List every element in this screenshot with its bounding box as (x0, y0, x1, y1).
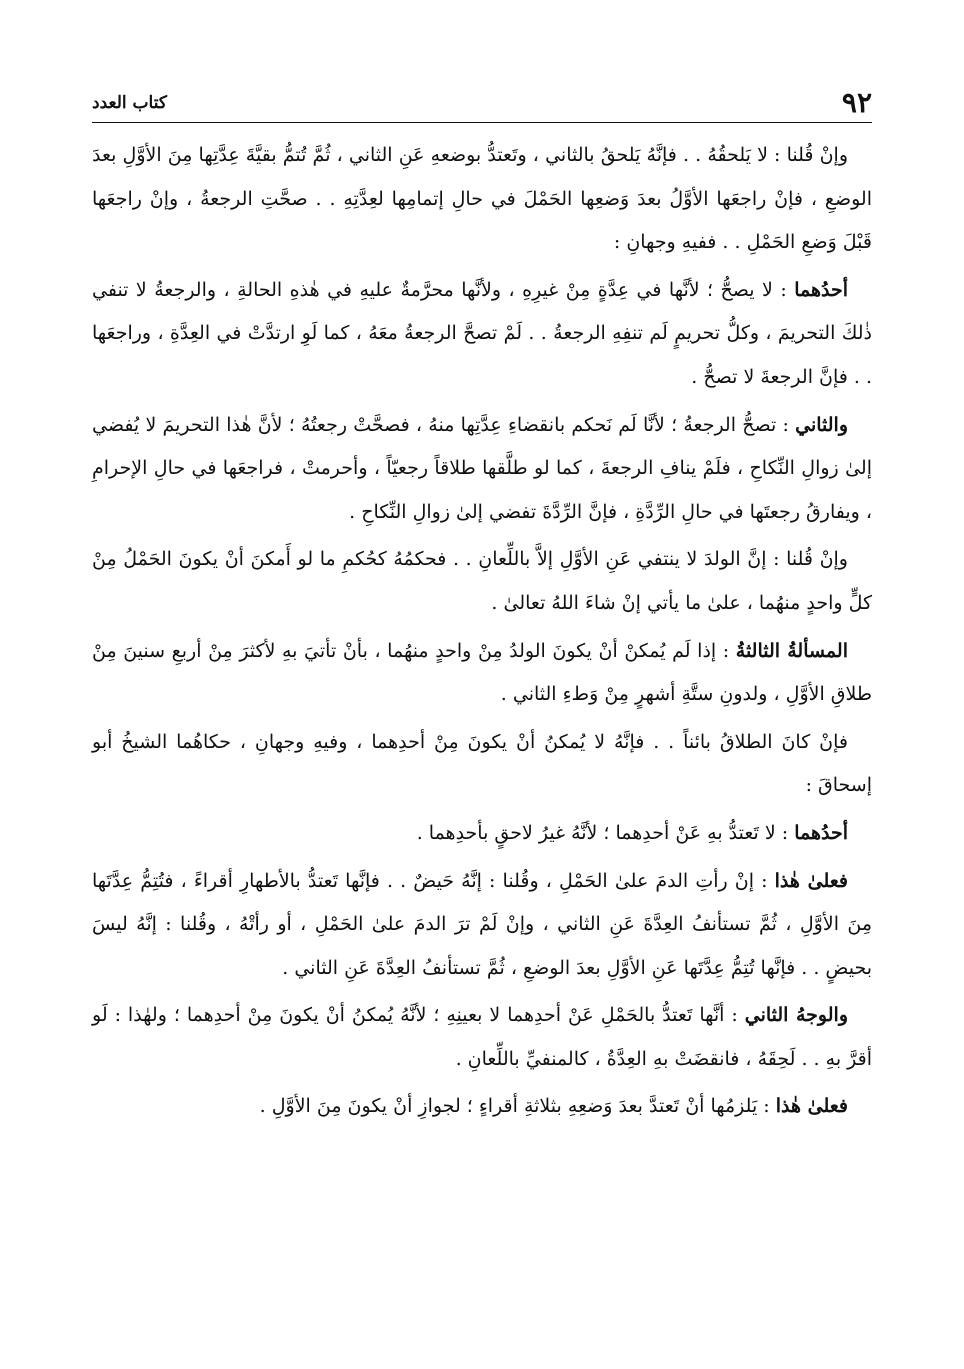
paragraph-text: : يَلزمُها أنْ تَعتدَّ بعدَ وَضعِهِ بثلاثةِ أقراءٍ ؛ لجوازِ أنْ يكونَ مِنَ الأوَّلِ . (259, 1095, 776, 1118)
paragraph-lead: والثاني (795, 413, 848, 436)
paragraph (92, 721, 872, 808)
paragraph-text: : إنْ رأتِ الدمَ علىٰ الحَمْلِ ، وقُلنا : إنَّهُ حَيضٌ . . فإنَّها تَعتدُّ بالأطهارِ أقراءً ، فتُتِمُّ عِدَّتَها مِنَ الأوَّلِ ، ثُمَّ تستأنفُ العِدَّةَ عَنِ الثاني ، وإنْ لَمْ ترَ الدمَ علىٰ الحَمْلِ ، أو رأتْهُ ، وقُلنا : إنَّهُ ليسَ بحيضٍ . . فإنَّها تُتِمُّ عِدَّتَها عَنِ الأوَّلِ بعدَ الوضعِ ، ثُمَّ تستأنفُ العِدَّةَ عَنِ الثاني . (92, 869, 872, 979)
paragraph-text: : إذا لَم يُمكنْ أنْ يكونَ الولدُ مِنْ واحدٍ منهُما ، بأنْ تأتيَ بهِ لأكثرَ مِنْ أربعِ سنينَ مِنْ طلاقِ الأوَّلِ ، ولدونِ ستَّةِ أشهرٍ مِنْ وَطءِ الثاني . (92, 639, 872, 706)
paragraph (92, 538, 872, 625)
paragraph-lead: المسألةُ الثالثةُ (735, 639, 848, 662)
paragraph (92, 269, 872, 400)
paragraph-text: : لا يصحُّ ؛ لأنَّها في عِدَّةٍ مِنْ غيرِهِ ، ولأنَّها محرَّمةٌ عليهِ في هٰذهِ الحالةِ ، والرجعةُ لا تنفي ذٰلكَ التحريمَ ، وكلُّ تحريمٍ لَم تنفِهِ الرجعةُ . . لَمْ تصحَّ الرجعةُ معَهُ ، كما لَوِ ارتدَّتْ في العِدَّةِ ، وراجعَها . . فإنَّ الرجعةَ لا تصحُّ . (92, 278, 872, 388)
paragraph-lead: أحدُهما (794, 278, 848, 301)
paragraph (92, 860, 872, 991)
paragraph-text: : أنَّها تَعتدُّ بالحَمْلِ عَنْ أحدِهما لا بعينِهِ ؛ لأنَّهُ يُمكنُ أنْ يكونَ مِنْ أحدِهما ؛ ولهٰذا : لَو أقرَّ بهِ . . لَحِقَهُ ، فانقضَتْ بهِ العِدَّةُ ، كالمنفيِّ باللِّعانِ . (92, 1004, 872, 1070)
page-number: ٩٢ (841, 86, 872, 119)
paragraph (92, 994, 872, 1081)
paragraph-text: وإنْ قُلنا : لا يَلحقُهُ . . فإنَّهُ يَلحقُ بالثاني ، وتَعتدُّ بوضعهِ عَنِ الثاني ، ثُمَّ تُتمُّ بقيَّةَ عِدَّتِها مِنَ الأوَّلِ بعدَ الوضعِ ، فإنْ راجعَها الأوَّلُ بعدَ وَضعِها الحَمْلَ في حالِ إتمامِها لعِدَّتِهِ . . صحَّتِ الرجعةُ ، وإنْ راجعَها قَبْلَ وَضعِ الحَمْلِ . . ففيهِ وجهانِ : (92, 144, 872, 254)
page-header (92, 84, 872, 123)
running-title: كتاب العدد (92, 93, 167, 113)
paragraph-lead: أحدُهما (794, 821, 848, 844)
paragraph-text: فإنْ كانَ الطلاقُ بائناً . . فإنَّهُ لا يُمكنُ أنْ يكونَ مِنْ أحدِهما ، وفيهِ وجهانِ ، حكاهُما الشيخُ أبو إسحاقَ : (92, 730, 872, 797)
paragraph-text: : لا تَعتدُّ بهِ عَنْ أحدِهما ؛ لأنَّهُ غيرُ لاحقٍ بأحدِهما . (416, 821, 795, 844)
paragraph (92, 630, 872, 717)
paragraph-lead: والوجهُ الثاني (744, 1004, 848, 1027)
paragraph-lead: فعلىٰ هٰذا (774, 869, 848, 892)
paragraph-lead: فعلىٰ هٰذا (775, 1095, 848, 1118)
page-body (92, 134, 872, 1133)
paragraph (92, 812, 872, 856)
paragraph (92, 404, 872, 535)
paragraph (92, 1085, 872, 1129)
paragraph-text: : تصحُّ الرجعةُ ؛ لأنَّا لَم نَحكم بانقضاءِ عِدَّتِها منهُ ، فصحَّتْ رجعتُهُ ؛ لأنَّ هٰذا التحريمَ لا يُفضي إلىٰ زوالِ النِّكاحِ ، فلَمْ ينافِ الرجعةَ ، كما لو طلَّقها طلاقاً رجعيّاً ، وأحرمتْ ، فراجعَها في حالِ الإحرامِ ، ويفارقُ رجعتَها في حالِ الرِّدَّةِ ، فإنَّ الرِّدَّةَ تفضي إلىٰ زوالِ النِّكاحِ . (92, 413, 872, 523)
paragraph (92, 134, 872, 265)
paragraph-text: وإنْ قُلنا : إنَّ الولدَ لا ينتفي عَنِ الأوَّلِ إلاَّ باللِّعانِ . . فحكمُهُ كحُكمِ ما لو أَمكنَ أنْ يكونَ الحَمْلُ مِنْ كلٍّ واحدٍ منهُما ، علىٰ ما يأتي إنْ شاءَ اللهُ تعالىٰ . (92, 548, 872, 614)
